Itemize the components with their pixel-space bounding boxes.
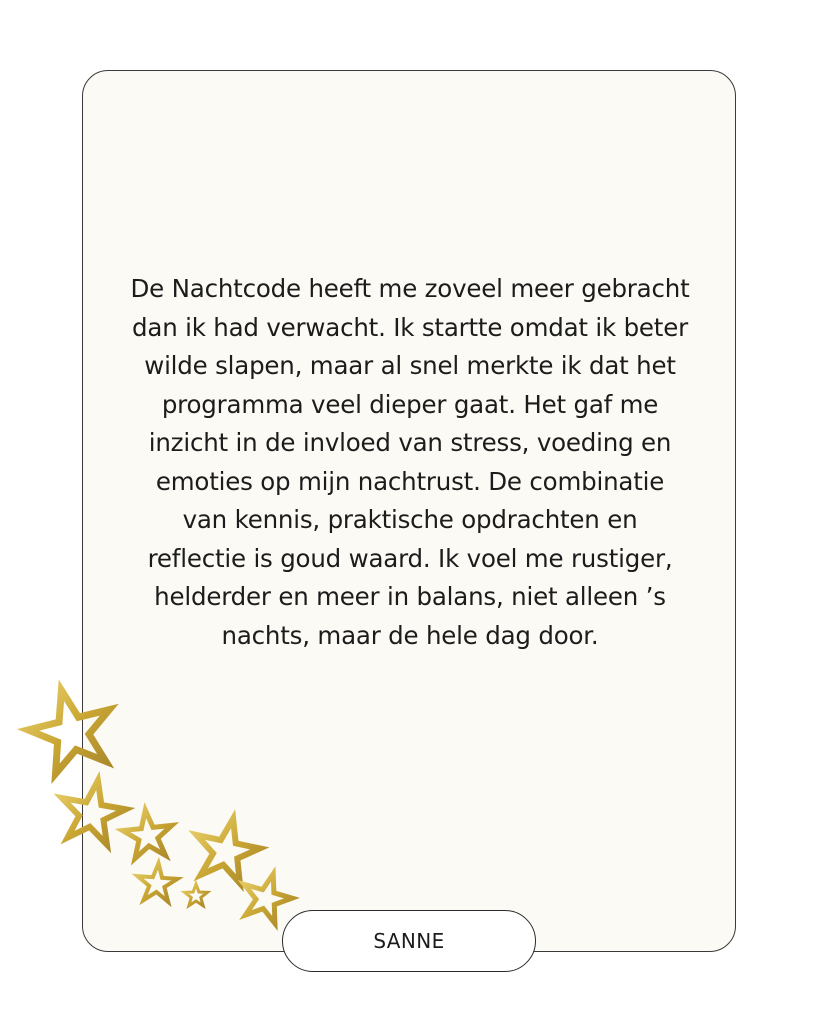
gold-star-icon (123, 810, 172, 858)
gold-star-icon (138, 863, 178, 902)
gold-star-icon (185, 884, 208, 906)
gold-star-icon (197, 819, 260, 883)
gold-star-icon (244, 874, 292, 923)
testimonial-quote: De Nachtcode heeft me zoveel meer gebracht dan ik had verwacht. Ik startte omdat ik beter wilde slapen, maar al snel merkte ik dat het programma veel dieper gaat. Het gaf me inzicht in de invloed van stress, voeding en emoties op mijn nachtrust. De combinatie van kennis, praktische opdrachten en reflectie is goud waard. Ik voel me rustiger, helderder en meer in balans, niet alleen ’s nachts, maar de hele dag door. (130, 274, 690, 650)
gold-star-icon (28, 690, 109, 774)
gold-star-icon (62, 781, 126, 845)
author-name-pill (282, 910, 536, 972)
author-name: SANNE (373, 929, 445, 953)
